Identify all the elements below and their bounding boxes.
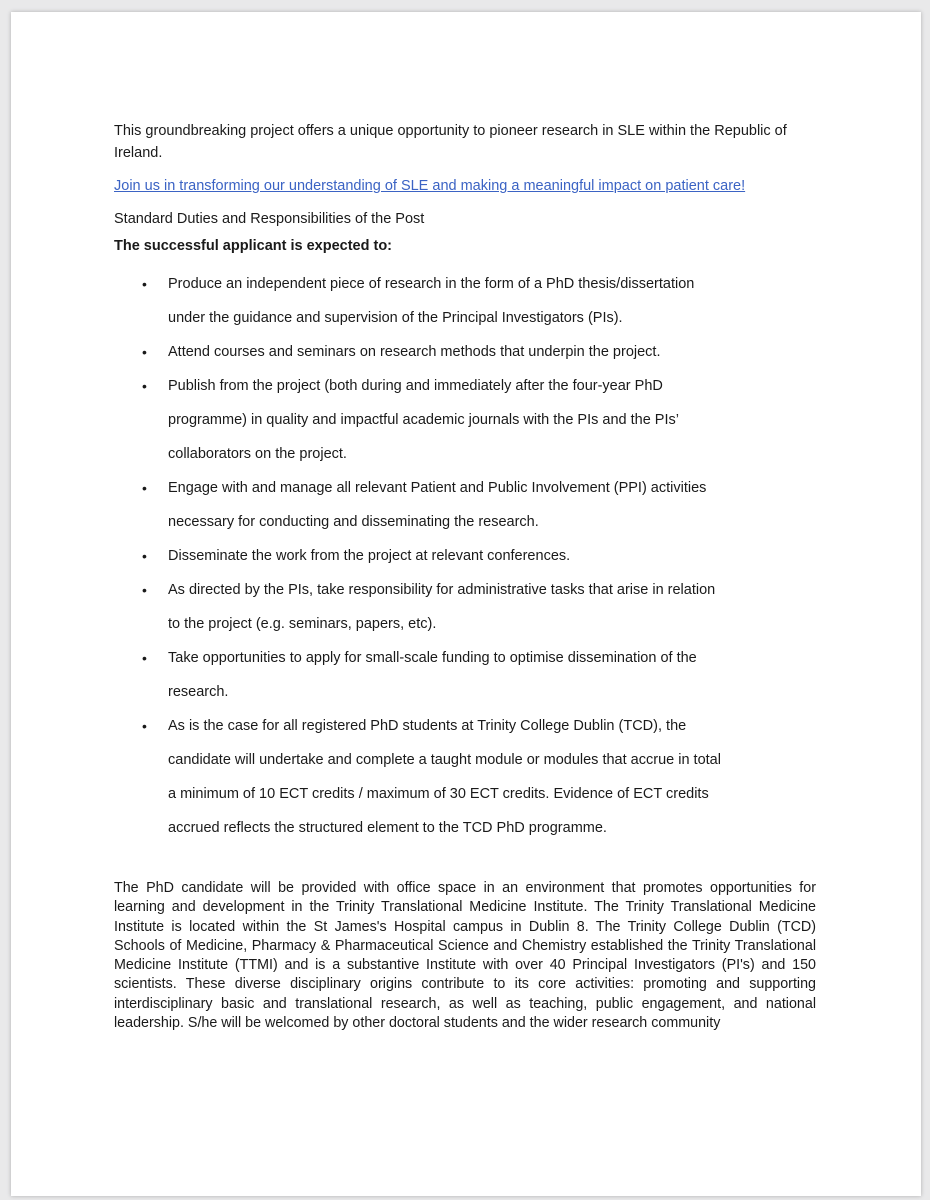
list-item [114, 267, 728, 335]
bullet-icon: • [142, 650, 147, 666]
call-to-action-link[interactable]: Join us in transforming our understanding of SLE and making a meaningful impact on patient care! [114, 178, 746, 194]
list-item [114, 573, 728, 641]
duties-heading: Standard Duties and Responsibilities of the Post [114, 211, 425, 227]
duty-text: Produce an independent piece of research in the form of a PhD thesis/dissertation under the guidance and supervision of the Principal Investigators (PIs). [168, 276, 695, 326]
duty-text: Publish from the project (both during and immediately after the four-year PhD programme) in quality and impactful academic journals with the PIs and the PIs’ collaborators on the project. [168, 378, 679, 462]
duty-text: Take opportunities to apply for small-scale funding to optimise dissemination of the research. [168, 650, 697, 700]
bullet-icon: • [142, 548, 147, 564]
duty-text: Attend courses and seminars on research methods that underpin the project. [168, 344, 661, 360]
duty-text: Engage with and manage all relevant Patient and Public Involvement (PPI) activities necessary for conducting and disseminating the research. [168, 480, 707, 530]
duty-text: Disseminate the work from the project at relevant conferences. [168, 548, 571, 564]
list-item [114, 539, 728, 573]
bullet-icon: • [142, 378, 147, 394]
list-item [114, 709, 728, 845]
duty-text: As directed by the PIs, take responsibility for administrative tasks that arise in relation to the project (e.g. seminars, papers, etc). [168, 582, 716, 632]
list-item [114, 369, 728, 471]
office-paragraph: The PhD candidate will be provided with office space in an environment that promotes opportunities for learning and development in the Trinity Translational Medicine Institute. The Trinity Translational Medicine Institute is located within the St James's Hospital campus in Dublin 8. The Trinity College Dublin (TCD) Schools of Medicine, Pharmacy & Pharmaceutical Science and Chemistry established the Trinity Translational Medicine Institute (TTMI) and is a substantive Institute with over 40 Principal Investigators (PI's) and 150 scientists. These diverse disciplinary origins contribute to its core activities: promoting and supporting interdisciplinary basic and translational research, as well as teaching, public engagement, and national leadership. S/he will be welcomed by other doctoral students and the wider research community [114, 880, 816, 1032]
list-item [114, 471, 728, 539]
duties-list [114, 267, 824, 845]
document-page [11, 12, 921, 1196]
list-item [114, 641, 728, 709]
duty-text: As is the case for all registered PhD students at Trinity College Dublin (TCD), the candidate will undertake and complete a taught module or modules that accrue in total a minimum of 10 ECT credits / maximum of 30 ECT credits. Evidence of ECT credits accrued reflects the structured element to the TCD PhD programme. [168, 718, 721, 836]
applicant-heading: The successful applicant is expected to: [114, 238, 392, 254]
bullet-icon: • [142, 480, 147, 496]
intro-paragraph: This groundbreaking project offers a unique opportunity to pioneer research in SLE within the Republic of Ireland. [114, 123, 787, 161]
bullet-icon: • [142, 582, 147, 598]
bullet-icon: • [142, 344, 147, 360]
bullet-icon: • [142, 718, 147, 734]
document-body [114, 120, 824, 1048]
bullet-icon: • [142, 276, 147, 292]
list-item [114, 335, 728, 369]
